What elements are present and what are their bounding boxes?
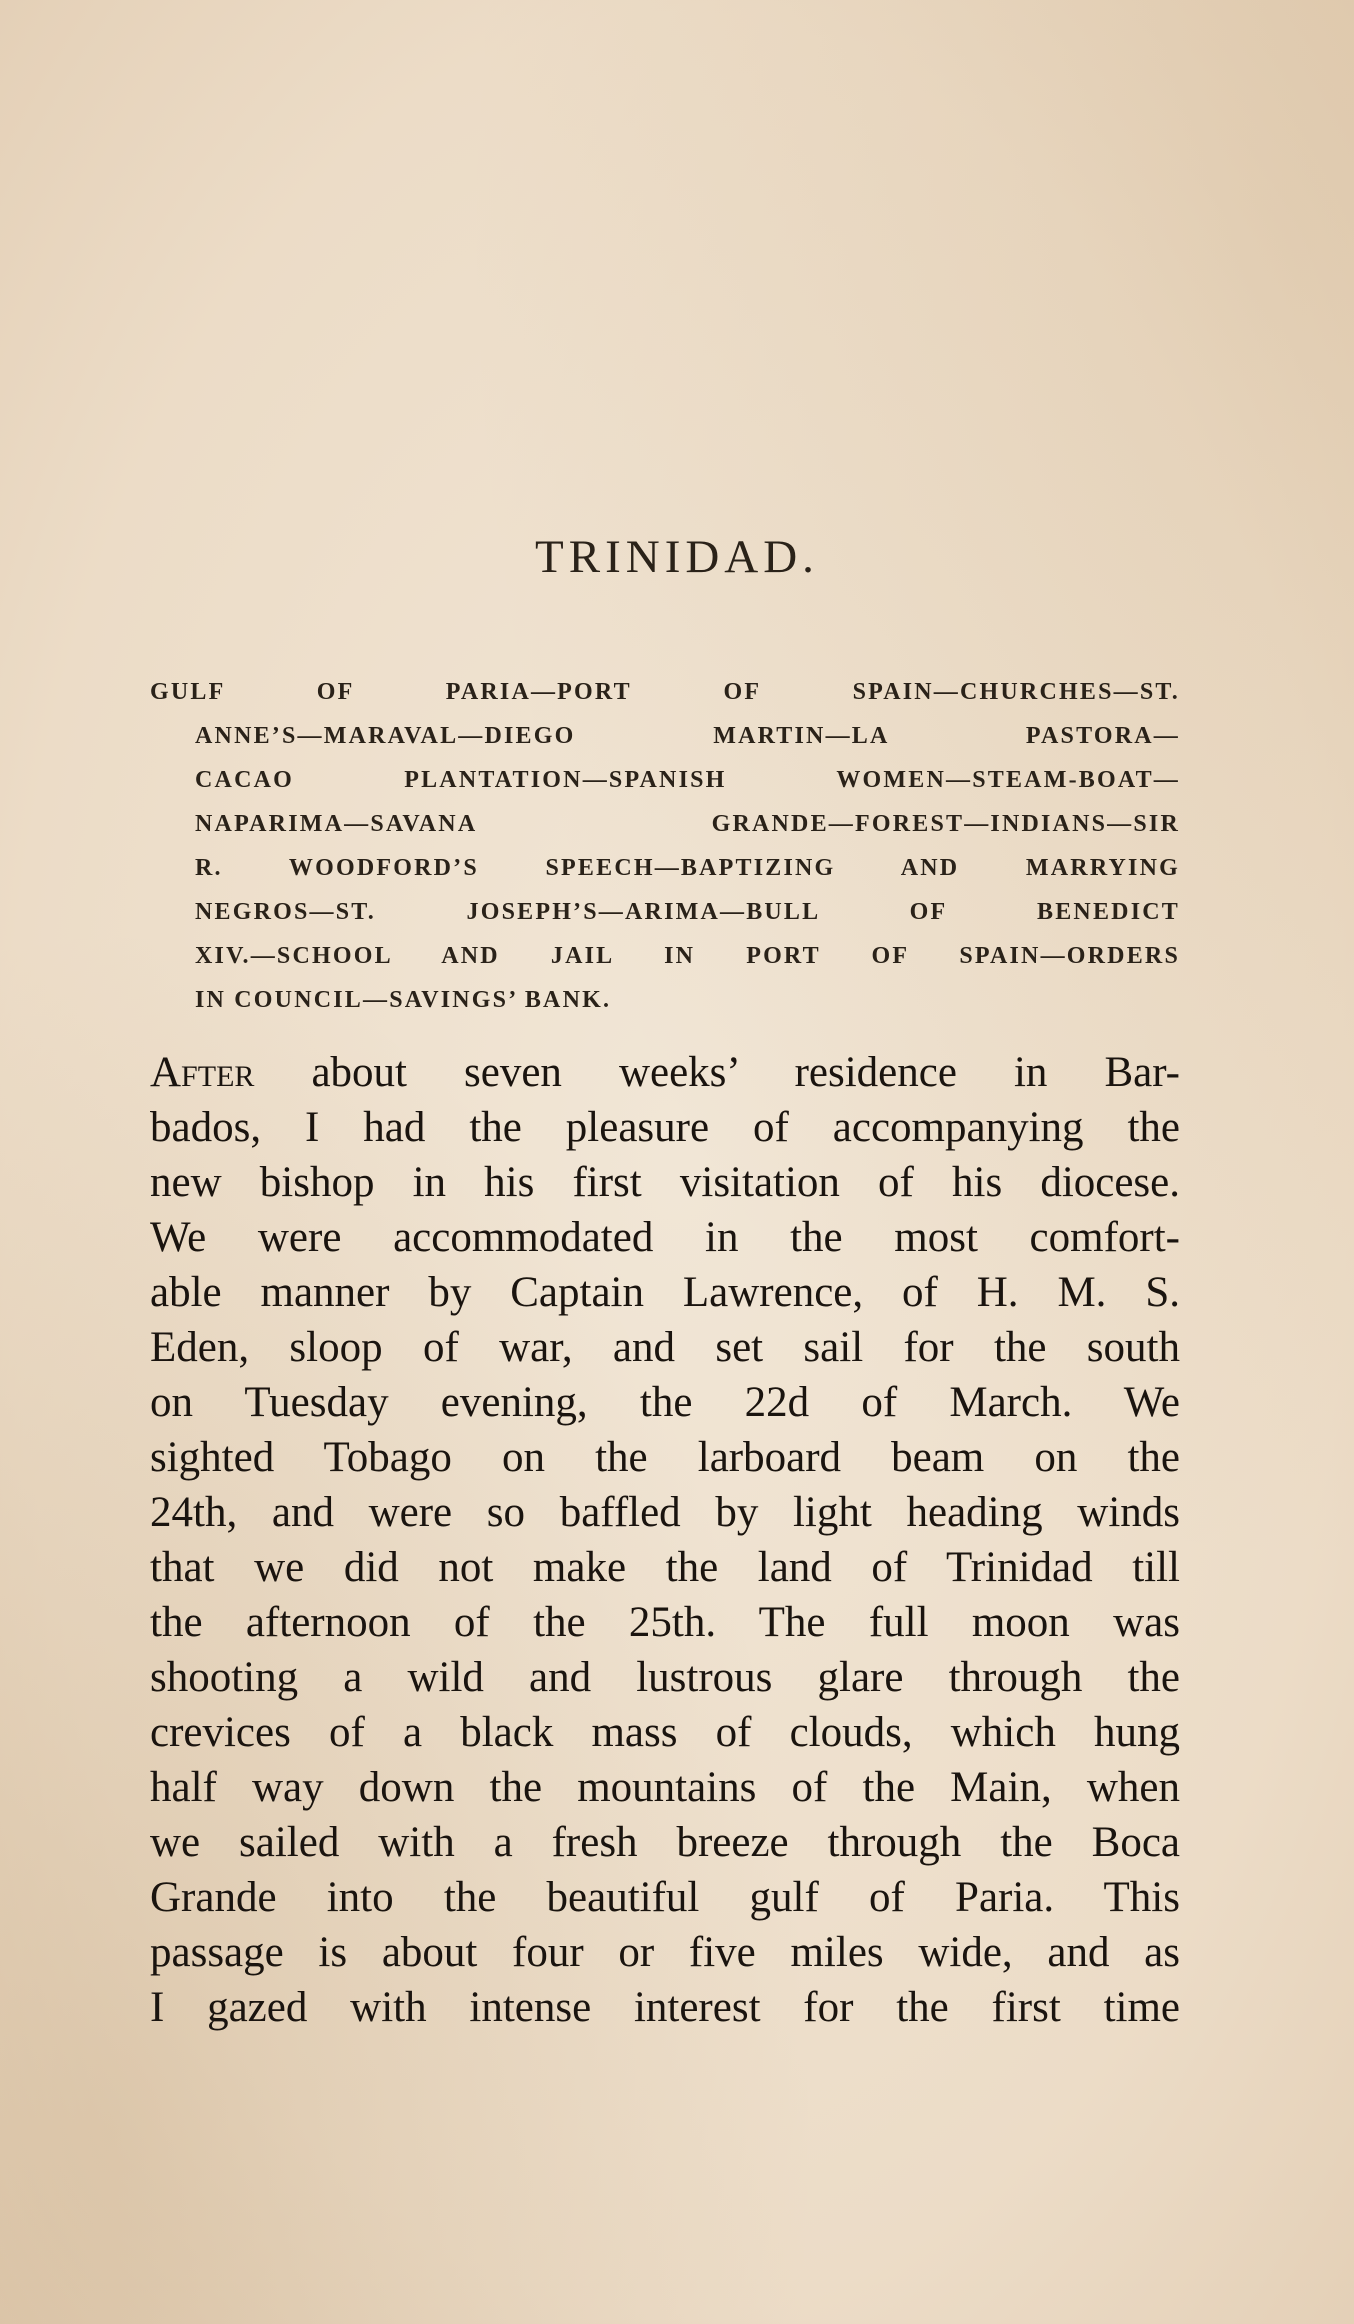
body-line: Grande into the beautiful gulf of Paria. This [150, 1874, 1180, 1921]
summary-line: CACAO PLANTATION—SPANISH WOMEN—STEAM-BOAT— [195, 767, 1180, 793]
body-line: half way down the mountains of the Main, when [150, 1764, 1180, 1811]
summary-line: R. WOODFORD’S SPEECH—BAPTIZING AND MARRYING [195, 855, 1180, 881]
summary-line: NEGROS—ST. JOSEPH’S—ARIMA—BULL OF BENEDICT [195, 899, 1180, 925]
body-line: new bishop in his first visitation of his diocese. [150, 1159, 1180, 1206]
summary-line: GULF OF PARIA—PORT OF SPAIN—CHURCHES—ST. [150, 679, 1180, 705]
body-line: sighted Tobago on the larboard beam on the [150, 1434, 1180, 1481]
show-through-text [145, 215, 1185, 551]
body-line: on Tuesday evening, the 22d of March. We [150, 1379, 1180, 1426]
body-line: passage is about four or five miles wide, and as [150, 1929, 1180, 1976]
body-line: we sailed with a fresh breeze through the Boca [150, 1819, 1180, 1866]
body-line: Eden, sloop of war, and set sail for the south [150, 1324, 1180, 1371]
body-line: shooting a wild and lustrous glare through the [150, 1654, 1180, 1701]
body-line: I gazed with intense interest for the first time [150, 1984, 1180, 2031]
body-line: 24th, and were so baffled by light heading winds [150, 1489, 1180, 1536]
body-line: the afternoon of the 25th. The full moon was [150, 1599, 1180, 1646]
body-line: We were accommodated in the most comfort- [150, 1214, 1180, 1261]
summary-line: IN COUNCIL—SAVINGS’ BANK. [195, 987, 612, 1013]
body-line: bados, I had the pleasure of accompanying the [150, 1104, 1180, 1151]
body-line: able manner by Captain Lawrence, of H. M. S. [150, 1269, 1180, 1316]
drop-word: After [150, 1049, 255, 1096]
summary-line: ANNE’S—MARAVAL—DIEGO MARTIN—LA PASTORA— [195, 723, 1180, 749]
body-line: that we did not make the land of Trinidad till [150, 1544, 1180, 1591]
body-text [150, 1045, 1180, 2035]
chapter-title: TRINIDAD. [535, 531, 819, 583]
summary-line: XIV.—SCHOOL AND JAIL IN PORT OF SPAIN—ORDERS [195, 943, 1180, 969]
body-line [150, 1045, 1180, 1100]
body-line: crevices of a black mass of clouds, which hung [150, 1709, 1180, 1756]
chapter-summary [150, 670, 1180, 1022]
body-line-rest: about seven weeks’ residence in Bar- [254, 1049, 1180, 1096]
summary-line: NAPARIMA—SAVANA GRANDE—FOREST—INDIANS—SIR [195, 811, 1180, 837]
